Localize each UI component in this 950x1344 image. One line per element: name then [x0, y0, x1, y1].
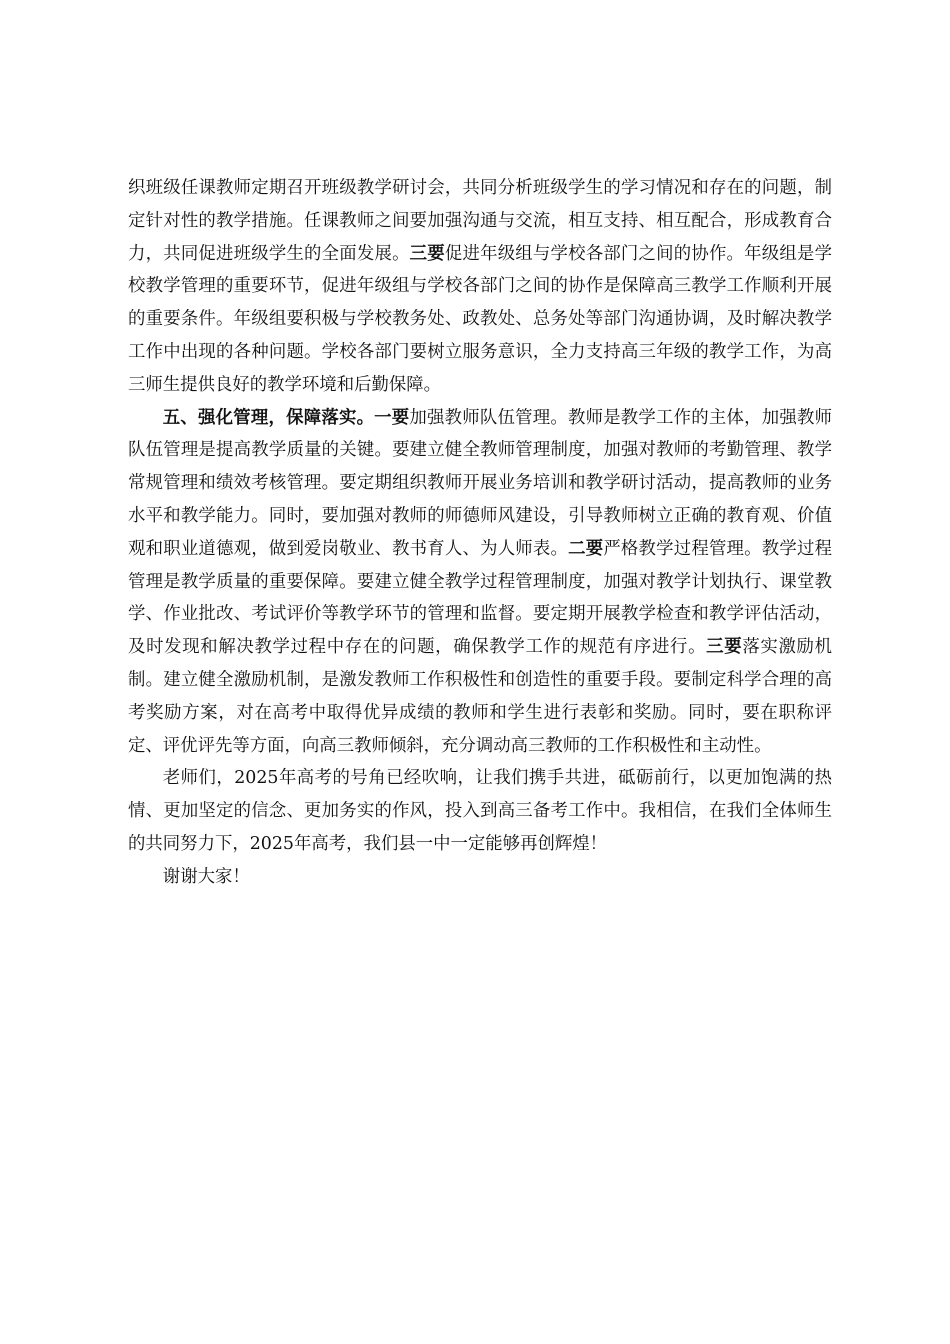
paragraph-text: 促进年级组与学校各部门之间的协作。年级组是学校教学管理的重要环节，促进年级组与学校各部门之间的协作是保障高三教学工作顺利开展的重要条件。年级组要积极与学校教务处、政教处、总务处等部门沟通协调，及时解决教学工作中出现的各种问题。学校各部门要树立服务意识，全力支持高三年级的教学工作，为高三师生提供良好的教学环境和后勤保障。 — [128, 243, 832, 395]
paragraph-text: 谢谢大家！ — [162, 866, 250, 887]
paragraph-text: 加强教师队伍管理。教师是教学工作的主体，加强教师队伍管理是提高教学质量的关键。要建立健全教师管理制度，加强对教师的考勤管理、教学常规管理和绩效考核管理。要定期组织教师开展业务培训和教学研讨活动，提高教师的业务水平和教学能力。同时，要加强对教师的师德师风建设，引导教师树立正确的教育观、价值观和职业道德观，做到爱岗敬业、教书育人、为人师表。 — [128, 407, 832, 559]
paragraph-closing — [128, 762, 832, 860]
emphasis-label: 二要 — [568, 538, 604, 559]
paragraph-section-five — [128, 402, 832, 763]
paragraph-thanks — [128, 861, 832, 894]
paragraph-text: 落实激励机制。建立健全激励机制，是激发教师工作积极性和创造性的重要手段。要制定科学合理的高考奖励方案，对在高考中取得优异成绩的教师和学生进行表彰和奖励。同时，要在职称评定、评优评先等方面，向高三教师倾斜，充分调动高三教师的工作积极性和主动性。 — [128, 637, 832, 756]
emphasis-label: 三要 — [706, 637, 743, 658]
emphasis-label: 三要 — [409, 243, 445, 264]
paragraph-text: 严格教学过程管理。教学过程管理是教学质量的重要保障。要建立健全教学过程管理制度，加强对教学计划执行、课堂教学、作业批改、考试评价等教学环节的管理和监督。要定期开展教学检查和教学评估活动，及时发现和解决教学过程中存在的问题，确保教学工作的规范有序进行。 — [128, 538, 832, 658]
paragraph-text: 织班级任课教师定期召开班级教学研讨会，共同分析班级学生的学习情况和存在的问题，制定针对性的教学措施。任课教师之间要加强沟通与交流，相互支持、相互配合，形成教育合力，共同促进班级学生的全面发展。 — [128, 178, 832, 264]
paragraph-text: 老师们，2025年高考的号角已经吹响，让我们携手共进，砥砺前行，以更加饱满的热情、更加坚定的信念、更加务实的作风，投入到高三备考工作中。我相信，在我们全体师生的共同努力下，2025年高考，我们县一中一定能够再创辉煌！ — [128, 768, 832, 854]
section-heading: 五、强化管理，保障落实。一要 — [162, 407, 410, 428]
paragraph-continued — [128, 172, 832, 402]
document-body — [128, 172, 832, 894]
